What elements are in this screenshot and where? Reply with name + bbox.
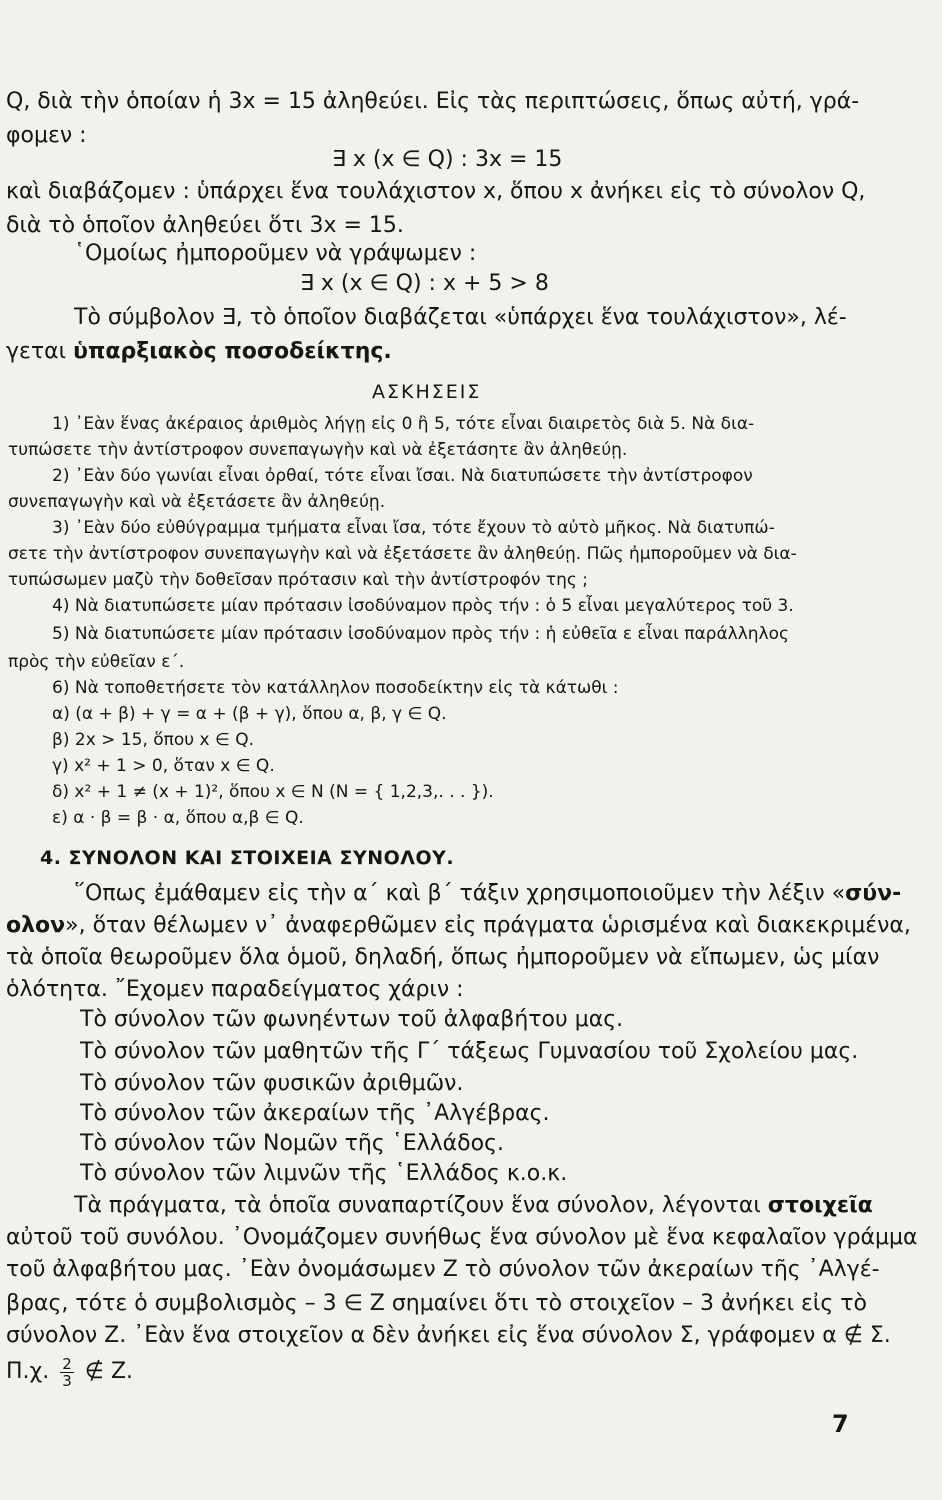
term-set: ολον: [6, 913, 66, 938]
example-line: Τὸ σύνολον τῶν φωνηέντων τοῦ ἀλφαβήτου μας.: [80, 1007, 624, 1032]
exercise-1: 1) ᾿Εὰν ἕνας ἀκέραιος ἀριθμὸς λήγῃ εἰς 0 ἢ 5, τότε εἶναι διαιρετὸς διὰ 5. Νὰ δια-: [52, 414, 755, 434]
text-span: », ὅταν θέλωμεν ν᾿ ἀναφερθῶμεν εἰς πράγματα ὡρισμένα καὶ διακεκριμένα,: [65, 913, 911, 938]
text-line: τυπώσωμεν μαζὺ τὴν δοθεῖσαν πρότασιν καὶ τὴν ἀντίστροφόν της ;: [8, 570, 589, 590]
exercise-3: 3) ᾿Εὰν δύο εὐθύγραμμα τμήματα εἶναι ἴσα, τότε ἔχουν τὸ αὐτὸ μῆκος. Νὰ διατυπώ-: [52, 518, 775, 538]
exercise-5: 5) Νὰ διατυπώσετε μίαν πρότασιν ἰσοδύναμον πρὸς τήν : ἡ εὐθεῖα ε εἶναι παράλληλος: [52, 624, 789, 644]
example-line: Τὸ σύνολον τῶν λιμνῶν τῆς ῾Ελλάδος κ.ο.κ.: [80, 1161, 568, 1186]
exercise-6b: β) 2x > 15, ὅπου x ∈ Q.: [52, 730, 254, 750]
text-line: τὰ ὁποῖα θεωροῦμεν ὅλα ὁμοῦ, δηλαδή, ὅπως ἠμποροῦμεν νὰ εἴπωμεν, ὡς μίαν: [6, 945, 880, 970]
text-line: βρας, τότε ὁ συμβολισμὸς – 3 ∈ Z σημαίνει ὅτι τὸ στοιχεῖον – 3 ἀνήκει εἰς τὸ: [6, 1291, 867, 1316]
exercise-6e: ε) α · β = β · α, ὅπου α,β ∈ Q.: [52, 808, 304, 828]
example-line: Τὸ σύνολον τῶν μαθητῶν τῆς Γ΄ τάξεως Γυμνασίου τοῦ Σχολείου μας.: [80, 1039, 859, 1064]
example-line: Τὸ σύνολον τῶν φυσικῶν ἀριθμῶν.: [80, 1071, 464, 1096]
exercise-4: 4) Νὰ διατυπώσετε μίαν πρότασιν ἰσοδύναμον πρὸς τήν : ὁ 5 εἶναι μεγαλύτερος τοῦ 3.: [52, 596, 794, 616]
text-line: καὶ διαβάζομεν : ὑπάρχει ἕνα τουλάχιστον x, ὅπου x ἀνήκει εἰς τὸ σύνολον Q,: [6, 179, 866, 204]
text-line: διὰ τὸ ὁποῖον ἀληθεύει ὅτι 3x = 15.: [6, 213, 404, 238]
exercise-6a: α) (α + β) + γ = α + (β + γ), ὅπου α, β, γ ∈ Q.: [52, 704, 447, 724]
text-line: πρὸς τὴν εὐθεῖαν ε΄.: [8, 652, 185, 672]
formula-exists-x-plus-5: ∃ x (x ∈ Q) : x + 5 > 8: [300, 271, 549, 296]
text-span: ∉ Z.: [84, 1359, 134, 1384]
text-line: Τὸ σύμβολον ∃, τὸ ὁποῖον διαβάζεται «ὑπάρχει ἕνα τουλάχιστον», λέ-: [74, 305, 847, 330]
text-line: ὁλότητα. ῎Εχομεν παραδείγματος χάριν :: [6, 977, 464, 1002]
text-line: [6, 1352, 942, 1392]
text-line: [6, 912, 936, 940]
exercise-6: 6) Νὰ τοποθετήσετε τὸν κατάλληλον ποσοδείκτην εἰς τὰ κάτωθι :: [52, 678, 619, 698]
text-line: φομεν :: [6, 123, 87, 148]
example-line: Τὸ σύνολον τῶν Νομῶν τῆς ῾Ελλάδος.: [80, 1131, 505, 1156]
text-line: συνεπαγωγὴν καὶ νὰ ἐξετάσετε ἂν ἀληθεύῃ.: [8, 492, 386, 512]
text-line: σύνολον Z. ᾿Εὰν ἕνα στοιχεῖον α δὲν ἀνήκει εἰς ἕνα σύνολον Σ, γράφομεν α ∉ Σ.: [6, 1323, 891, 1348]
exercises-heading: ΑΣΚΗΣΕΙΣ: [372, 381, 482, 403]
exercise-2: 2) ᾿Εὰν δύο γωνίαι εἶναι ὀρθαί, τότε εἶναι ἴσαι. Νὰ διατυπώσετε τὴν ἀντίστροφον: [52, 466, 753, 486]
text-span: γεται: [6, 339, 74, 364]
text-line: σετε τὴν ἀντίστροφον συνεπαγωγὴν καὶ νὰ ἐξετάσετε ἂν ἀληθεύῃ. Πῶς ἠμποροῦμεν νὰ δια-: [8, 544, 797, 564]
text-line: τοῦ ἀλφαβήτου μας. ᾿Εὰν ὀνομάσωμεν Z τὸ σύνολον τῶν ἀκεραίων τῆς ᾿Αλγέ-: [6, 1257, 880, 1282]
fraction-denominator: 3: [62, 1371, 72, 1390]
section-heading: 4. ΣΥΝΟΛΟΝ ΚΑΙ ΣΤΟΙΧΕΙΑ ΣΥΝΟΛΟΥ.: [40, 847, 455, 869]
text-line: ῾Ομοίως ἠμποροῦμεν νὰ γράψωμεν :: [74, 241, 477, 266]
text-line: [6, 338, 942, 366]
text-span: Π.χ.: [6, 1359, 50, 1384]
term-elements: στοιχεῖα: [767, 1193, 873, 1218]
text-line: Q, διὰ τὴν ὁποίαν ἡ 3x = 15 ἀληθεύει. Εἰς τὰς περιπτώσεις, ὅπως αὐτή, γρά-: [6, 89, 860, 114]
text-line: [74, 880, 934, 908]
text-line: αὐτοῦ τοῦ συνόλου. ᾿Ονομάζομεν συνήθως ἕνα σύνολον μὲ ἕνα κεφαλαῖον γράμμα: [6, 1225, 918, 1250]
exercise-6d: δ) x² + 1 ≠ (x + 1)², ὅπου x ∈ N (N = { 1,2,3,. . . }).: [52, 782, 494, 802]
exercise-6c: γ) x² + 1 > 0, ὅταν x ∈ Q.: [52, 756, 275, 776]
fraction-two-thirds: [60, 1356, 74, 1389]
text-line: [74, 1192, 934, 1220]
page-number: 7: [832, 1410, 849, 1438]
text-span: Τὰ πράγματα, τὰ ὁποῖα συναπαρτίζουν ἕνα σύνολον, λέγονται: [74, 1193, 768, 1218]
example-line: Τὸ σύνολον τῶν ἀκεραίων τῆς ᾿Αλγέβρας.: [80, 1101, 550, 1126]
text-span: ῞Οπως ἐμάθαμεν εἰς τὴν α΄ καὶ β΄ τάξιν χρησιμοποιοῦμεν τὴν λέξιν «: [74, 881, 846, 906]
term-existential-quantifier: ὑπαρξιακὸς ποσοδείκτης.: [73, 339, 392, 364]
term-set: σύν-: [845, 881, 902, 906]
formula-exists-3x: ∃ x (x ∈ Q) : 3x = 15: [332, 147, 563, 172]
text-line: τυπώσετε τὴν ἀντίστροφον συνεπαγωγὴν καὶ νὰ ἐξετάσητε ἂν ἀληθεύῃ.: [8, 440, 628, 460]
fraction-numerator: 2: [62, 1354, 72, 1373]
